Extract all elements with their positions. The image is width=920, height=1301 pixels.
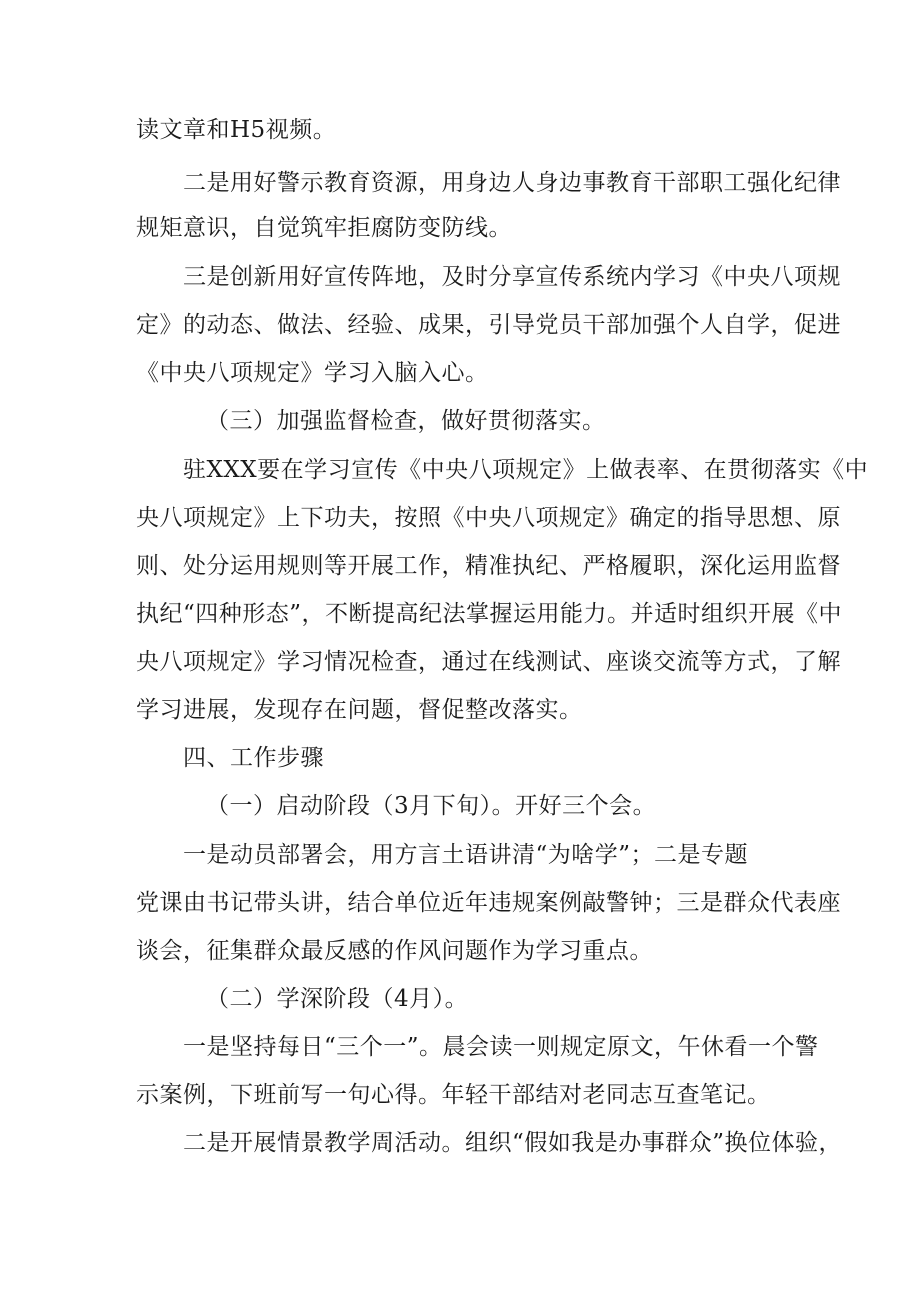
text-line: 规矩意识，自觉筑牢拒腐防变防线。 xyxy=(136,215,512,241)
text-line: 党课由书记带头讲，结合单位近年违规案例敲警钟；三是群众代表座 xyxy=(136,890,841,916)
subsection-heading: （三）加强监督检查，做好贯彻落实。 xyxy=(206,408,606,434)
text-line: 《中央八项规定》学习入脑入心。 xyxy=(136,360,489,386)
text-line: 定》的动态、做法、经验、成果，引导党员干部加强个人自学，促进 xyxy=(136,312,841,338)
paragraph-first-line: 一是动员部署会，用方言土语讲清“为啥学”；二是专题 xyxy=(183,842,749,868)
paragraph-first-line: 一是坚持每日“三个一”。晨会读一则规定原文，午休看一个警 xyxy=(183,1034,819,1060)
section-heading: 四、工作步骤 xyxy=(183,745,324,771)
subsection-heading: （一）启动阶段（3月下旬）。开好三个会。 xyxy=(206,793,657,819)
subsection-heading: （二）学深阶段（4月）。 xyxy=(206,986,469,1012)
text-line: 执纪“四种形态”，不断提高纪法掌握运用能力。并适时组织开展《中 xyxy=(136,601,843,627)
text-line: 则、处分运用规则等开展工作，精准执纪、严格履职，深化运用监督 xyxy=(136,553,841,579)
text-line: 央八项规定》学习情况检查，通过在线测试、座谈交流等方式，了解 xyxy=(136,649,841,675)
paragraph-first-line: 三是创新用好宣传阵地，及时分享宣传系统内学习《中央八项规 xyxy=(183,264,841,290)
text-line: 央八项规定》上下功夫，按照《中央八项规定》确定的指导思想、原 xyxy=(136,505,841,531)
text-line: 谈会，征集群众最反感的作风问题作为学习重点。 xyxy=(136,938,653,964)
paragraph-first-line: 驻XXX要在学习宣传《中央八项规定》上做表率、在贯彻落实《中 xyxy=(183,457,869,483)
text-line: 读文章和H5视频。 xyxy=(136,117,337,143)
text-line: 学习进展，发现存在问题，督促整改落实。 xyxy=(136,697,583,723)
paragraph-first-line: 二是用好警示教育资源，用身边人身边事教育干部职工强化纪律 xyxy=(183,170,841,196)
text-line: 示案例，下班前写一句心得。年轻干部结对老同志互查笔记。 xyxy=(136,1082,771,1108)
paragraph-first-line: 二是开展情景教学周活动。组织“假如我是办事群众”换位体验， xyxy=(183,1130,843,1156)
